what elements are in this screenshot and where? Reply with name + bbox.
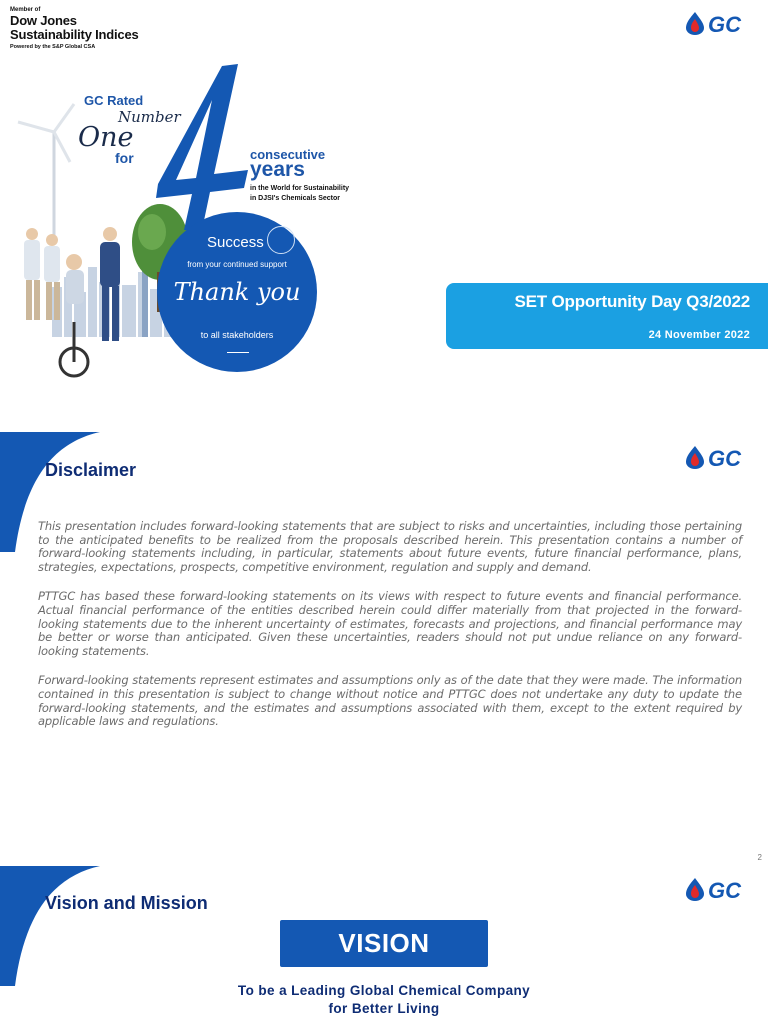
gc-logo	[684, 10, 760, 36]
gc-logo	[684, 876, 760, 902]
success-label: Success	[207, 234, 264, 251]
banner-title: SET Opportunity Day Q3/2022	[514, 292, 750, 311]
wind-turbine-illustration	[12, 102, 82, 242]
gc-logo-icon	[684, 876, 760, 902]
disclaimer-slide	[0, 432, 768, 866]
set-opportunity-banner	[446, 283, 768, 349]
vision-mission-title: Vision and Mission	[45, 893, 208, 913]
campaign-artwork	[12, 62, 362, 402]
number-word: Number	[118, 108, 181, 126]
divider-line	[227, 352, 249, 353]
world-line-1: in the World for Sustainability	[250, 185, 350, 192]
vision-mission-slide	[0, 866, 768, 1024]
stakeholders-label: to all stakeholders	[200, 330, 274, 340]
corner-swoosh-graphic	[0, 866, 110, 986]
world-line-2: in DJSI's Chemicals Sector	[250, 195, 340, 202]
djsi-name-line1: Dow Jones	[10, 13, 77, 28]
gc-logo-text: GC	[708, 446, 741, 470]
gc-logo-icon	[684, 10, 760, 36]
gc-logo-text: GC	[708, 878, 741, 902]
page-number: 2	[757, 853, 762, 862]
years-label: years	[250, 158, 305, 181]
djsi-badge	[10, 6, 139, 52]
disclaimer-paragraph-1: This presentation includes forward-looking statements that are subject to risks and uncertainties, including those pertaining to the anticipated benefits to be realized from the proposals described herein. This presentation contains a number of forward-looking statements including, in particular, statements about future events, future financial performance, plans, strategies, expectations, prospects, competitive environment, regulation and supply and demand.	[38, 519, 742, 574]
for-word: for	[115, 150, 134, 166]
gc-rated-label: GC Rated	[84, 93, 144, 108]
disclaimer-paragraph-3: Forward-looking statements represent estimates and assumptions only as of the date that they were made. The information contained in this presentation is subject to change without notice and PTTGC does not undertake any duty to update the forward-looking statements, and the estimates and assumptions associated with them, except to the extent required by applicable laws and regulations.	[38, 673, 742, 729]
vision-header-box	[280, 920, 488, 967]
gc-logo	[684, 444, 760, 470]
disclaimer-title: Disclaimer	[45, 460, 137, 480]
banner-date: 24 November 2022	[648, 329, 750, 341]
thank-you-label: Thank you	[173, 278, 301, 306]
djsi-member-label: Member of	[10, 7, 41, 13]
people-illustration	[12, 222, 152, 402]
vision-statement	[0, 982, 768, 1018]
consecutive-label: consecutive	[250, 147, 326, 162]
vision-label: VISION	[338, 928, 430, 958]
world-sustainability-text	[250, 184, 349, 204]
gc-logo-text: GC	[708, 12, 741, 36]
big-number-four	[152, 62, 262, 232]
disclaimer-paragraph-2: PTTGC has based these forward-looking statements on its views with respect to future events and financial performance. Actual financial performance of the entities described herein could differ materially from that projected in the forward-looking statements due to the inherent uncertainty of estimates, forecasts and projections, and financial performance may be better or worse than anticipated. Given these uncertainties, readers should not put undue reliance on any forward-looking statements.	[38, 589, 742, 658]
cover-slide	[0, 0, 768, 418]
gc-logo-icon	[684, 444, 760, 470]
djsi-name-line2: Sustainability Indices	[10, 27, 139, 42]
thank-you-circle	[157, 212, 317, 372]
disclaimer-body	[38, 520, 742, 745]
djsi-powered-by: Powered by the S&P Global CSA	[10, 44, 96, 50]
one-word: One	[78, 122, 134, 153]
vision-statement-line-1: To be a Leading Global Chemical Company	[237, 983, 531, 998]
vision-statement-line-2: for Better Living	[328, 1001, 440, 1016]
support-label: from your continued support	[187, 260, 287, 269]
